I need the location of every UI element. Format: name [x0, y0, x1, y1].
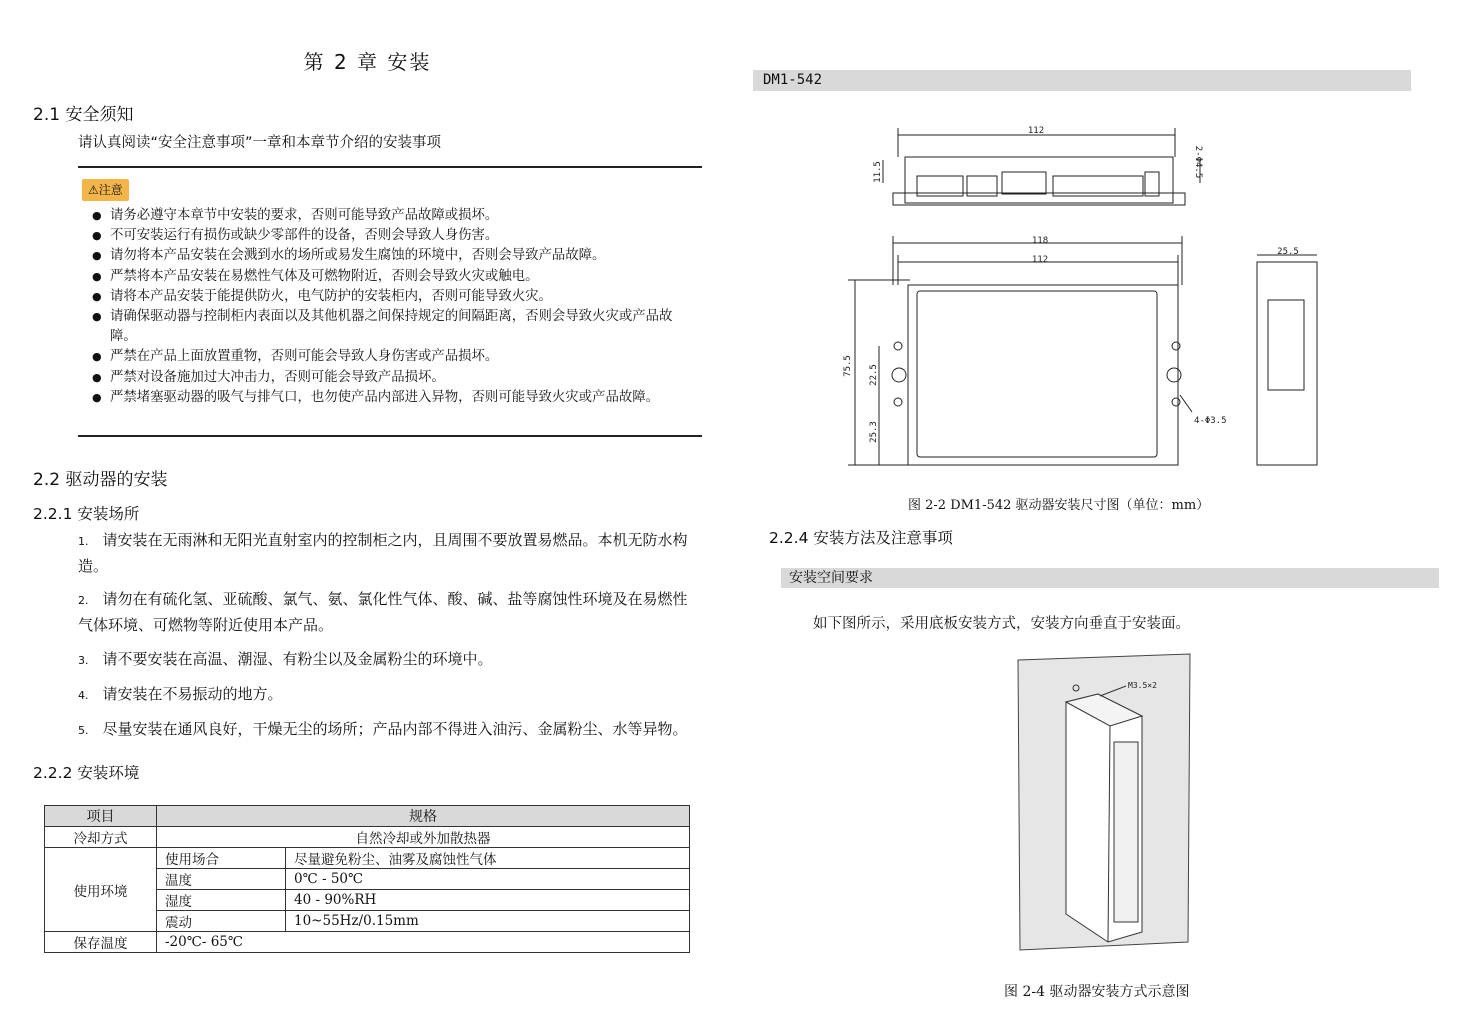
dim-label: 2-Φ4.5 [1193, 145, 1203, 179]
dim-label: 25.3 [869, 421, 879, 443]
dim-label: 112 [1031, 255, 1049, 265]
notice-badge [82, 179, 129, 201]
side-view-body [1257, 262, 1317, 465]
location-item: 1. 请安装在无雨淋和无阳光直射室内的控制柜之内，且周围不要放置易燃品。本机无防水构造。 [78, 531, 688, 575]
table-cell: 自然冷却或外加散热器 [157, 827, 690, 848]
figure-2-2-caption: 图 2-2 DM1-542 驱动器安装尺寸图（单位：mm） [908, 498, 1210, 513]
subsection-2-2-1-heading: 2.2.1 安装场所 [33, 505, 140, 523]
section-number: 2.2 [33, 470, 61, 490]
table-cell: 保存温度 [45, 932, 157, 953]
mount-hole [1167, 368, 1181, 382]
space-text: 如下图所示，采用底板安装方式，安装方向垂直于安装面。 [813, 616, 1190, 632]
safety-item: ● 不可安装运行有损伤或缺少零部件的设备，否则会导致人身伤害。 [84, 226, 690, 246]
section-number: 2.1 [33, 105, 61, 125]
mount-hole [892, 368, 906, 382]
section-title: 驱动器的安装 [65, 470, 168, 490]
safety-item: ● 请将本产品安装于能提供防火，电气防护的安装柜内，否则可能导致火灾。 [84, 287, 690, 307]
section-2-1-heading [33, 100, 133, 125]
section-2-2-heading [33, 465, 167, 490]
table-cell: 使用场合 [157, 848, 286, 869]
mount-hole [1172, 398, 1180, 406]
safety-item: ● 严禁对设备施加过大冲击力，否则可能会导致产品损坏。 [84, 368, 690, 388]
safety-item: ● 严禁堵塞驱动器的吸气与排气口，也勿使产品内部进入异物，否则可能导致火灾或产品故障。 [84, 388, 690, 408]
terminal-block [1002, 172, 1046, 194]
drive-terminals [1114, 742, 1138, 922]
table-cell: 40 - 90%RH [286, 890, 690, 911]
table-row [45, 932, 690, 953]
table-cell: 10~55Hz/0.15mm [286, 911, 690, 932]
table-cell: 震动 [157, 911, 286, 932]
dim-label: 4-Φ3.5 [1194, 416, 1227, 426]
safety-item: ● 请勿将本产品安装在会溅到水的场所或易发生腐蚀的环境中，否则会导致产品故障。 [84, 246, 690, 266]
safety-list [84, 206, 690, 408]
table-header: 项目 [45, 806, 157, 827]
table-cell: 0℃ - 50℃ [286, 869, 690, 890]
table-cell: -20℃- 65℃ [157, 932, 690, 953]
location-item: 4. 请安装在不易振动的地方。 [78, 685, 283, 703]
section-intro: 请认真阅读“安全注意事项”一章和本章节介绍的安装事项 [78, 135, 442, 151]
table-cell: 使用环境 [45, 848, 157, 932]
table-cell: 湿度 [157, 890, 286, 911]
front-view-body [908, 285, 1178, 465]
table-row [45, 827, 690, 848]
dim-label: 112 [1027, 126, 1045, 136]
terminal-block [1145, 172, 1159, 196]
table-row [45, 848, 690, 869]
table-header: 规格 [157, 806, 690, 827]
dim-label: 75.5 [843, 355, 853, 377]
dim-label: 22.5 [869, 364, 879, 386]
mount-screw-label: M3.5×2 [1128, 681, 1157, 690]
safety-item: ● 严禁将本产品安装在易燃性气体及可燃物附近，否则会导致火灾或触电。 [84, 267, 690, 287]
table-cell: 冷却方式 [45, 827, 157, 848]
subsection-2-2-4-heading: 2.2.4 安装方法及注意事项 [769, 529, 953, 547]
mount-hole [1172, 342, 1180, 350]
mount-hole [894, 342, 902, 350]
figure-2-4-caption: 图 2-4 驱动器安装方式示意图 [1004, 984, 1190, 1000]
dimension-drawing [830, 120, 1340, 480]
front-view-panel [917, 291, 1157, 457]
table-header-row [45, 806, 690, 827]
notice-label: 注意 [98, 183, 123, 197]
table-cell: 尽量避免粉尘、油雾及腐蚀性气体 [286, 848, 690, 869]
environment-table [44, 805, 690, 953]
notice-bottom-rule [78, 435, 702, 437]
side-view-connector [1268, 300, 1304, 390]
section-title: 安全须知 [65, 105, 134, 125]
space-requirement-bar: 安装空间要求 [781, 568, 1439, 588]
chapter-title: 第 2 章 安装 [303, 50, 432, 74]
location-item: 2. 请勿在有硫化氢、亚硫酸、氯气、氨、氯化性气体、酸、碱、盐等腐蚀性环境及在易燃性气体环境、可燃物等附近使用本产品。 [78, 590, 688, 634]
safety-item: ● 严禁在产品上面放置重物，否则可能会导致人身伤害或产品损坏。 [84, 347, 690, 367]
dim-label: 11.5 [873, 161, 883, 183]
model-bar: DM1-542 [753, 70, 1411, 91]
notice-top-rule [78, 166, 702, 168]
mount-hole [894, 398, 902, 406]
location-item: 3. 请不要安装在高温、潮湿、有粉尘以及金属粉尘的环境中。 [78, 650, 493, 668]
location-item: 5. 尽量安装在通风良好，干燥无尘的场所；产品内部不得进入油污、金属粉尘、水等异物。 [78, 720, 688, 738]
safety-item: ● 请务必遵守本章节中安装的要求，否则可能导致产品故障或损坏。 [84, 206, 690, 226]
dim-label: 118 [1031, 236, 1049, 246]
dim-label: 25.5 [1277, 247, 1299, 257]
subsection-2-2-2-heading: 2.2.2 安装环境 [33, 764, 140, 782]
safety-item: ● 请确保驱动器与控制柜内表面以及其他机器之间保持规定的间隔距离，否则会导致火灾或产品故障。 [84, 307, 690, 347]
warning-triangle-icon: ⚠ [88, 183, 99, 197]
table-cell: 温度 [157, 869, 286, 890]
mounting-illustration [1016, 652, 1192, 952]
